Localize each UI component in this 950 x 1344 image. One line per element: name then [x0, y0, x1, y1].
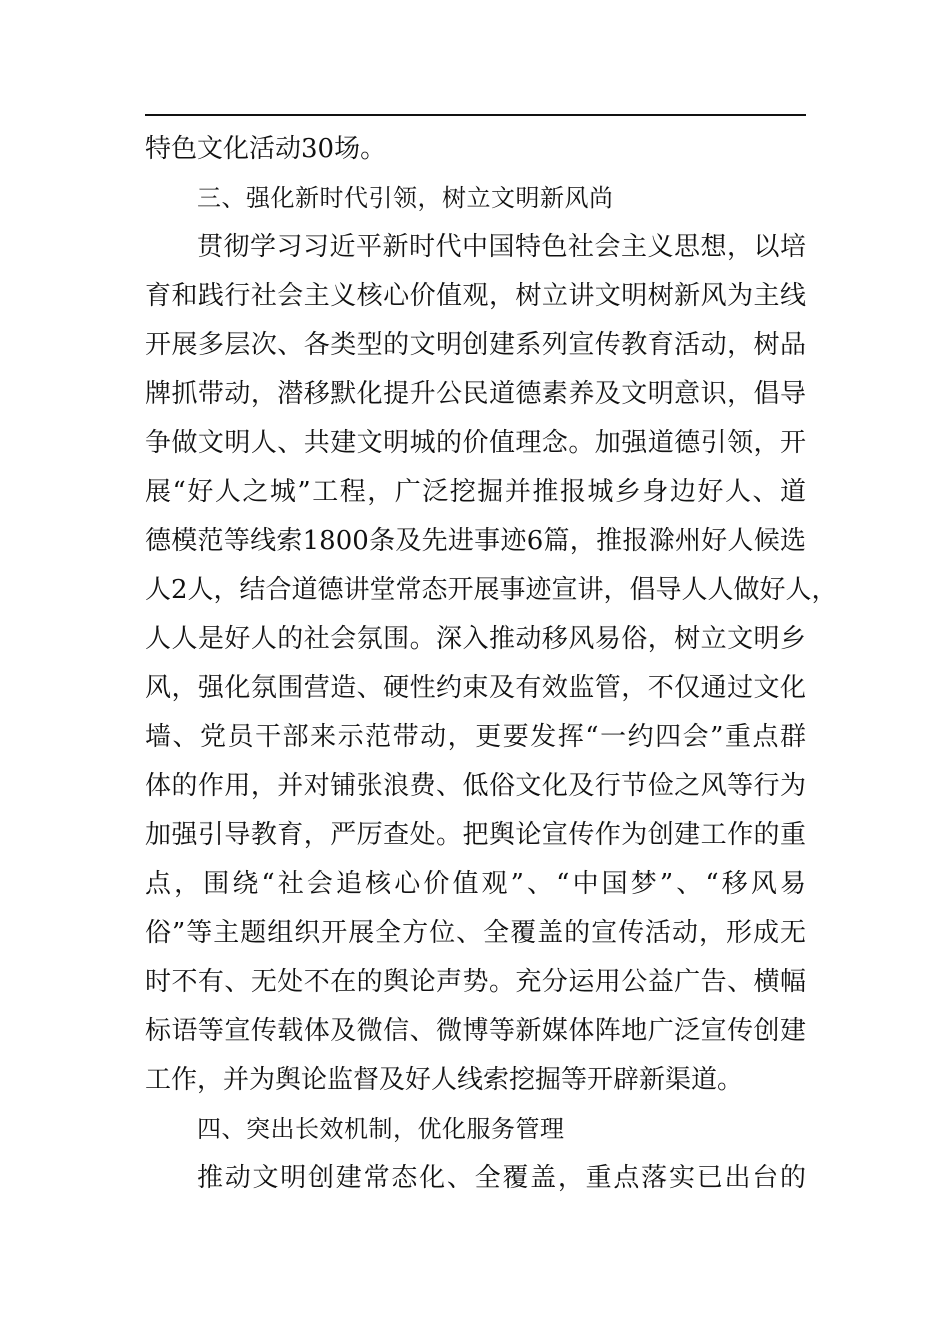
paragraph-line: 德模范等线索1800条及先进事迹6篇，推报滁州好人候选 — [145, 526, 806, 556]
paragraph-line: 争做文明人、共建文明城的价值理念。加强道德引领，开 — [145, 428, 806, 458]
paragraph-line: 加强引导教育，严厉查处。把舆论宣传作为创建工作的重 — [145, 820, 806, 850]
paragraph-line: 育和践行社会主义核心价值观，树立讲文明树新风为主线 — [145, 281, 806, 311]
paragraph-line: 体的作用，并对铺张浪费、低俗文化及行节俭之风等行为 — [145, 771, 806, 801]
paragraph-line: 展“好人之城”工程，广泛挖掘并推报城乡身边好人、道 — [145, 477, 806, 507]
paragraph-line: 俗”等主题组织开展全方位、全覆盖的宣传活动，形成无 — [145, 918, 806, 948]
paragraph-line: 时不有、无处不在的舆论声势。充分运用公益广告、横幅 — [145, 967, 806, 997]
document-body — [145, 125, 838, 1203]
paragraph-line: 人人是好人的社会氛围。深入推动移风易俗，树立文明乡 — [145, 624, 806, 654]
paragraph-line: 工作，并为舆论监督及好人线索挖掘等开辟新渠道。 — [145, 1065, 744, 1095]
paragraph-line: 点，围绕“社会追核心价值观”、“中国梦”、“移风易 — [145, 869, 806, 899]
paragraph-line: 标语等宣传载体及微信、微博等新媒体阵地广泛宣传创建 — [145, 1016, 806, 1046]
paragraph-line: 墙、党员干部来示范带动，更要发挥“一约四会”重点群 — [145, 722, 806, 752]
paragraph-fragment: 特色文化活动30场。 — [145, 134, 387, 164]
section-heading-4: 四、突出长效机制，优化服务管理 — [197, 1115, 565, 1143]
section-heading-3: 三、强化新时代引领，树立文明新风尚 — [197, 184, 614, 212]
section-3-paragraph — [145, 223, 838, 1105]
paragraph-line: 牌抓带动，潜移默化提升公民道德素养及文明意识，倡导 — [145, 379, 806, 409]
paragraph-line: 贯彻学习习近平新时代中国特色社会主义思想，以培 — [197, 232, 806, 262]
paragraph-line: 人2人，结合道德讲堂常态开展事迹宣讲，倡导人人做好人， — [145, 575, 838, 605]
section-4-paragraph — [145, 1154, 806, 1203]
header-rule — [145, 114, 806, 116]
paragraph-line: 开展多层次、各类型的文明创建系列宣传教育活动，树品 — [145, 330, 806, 360]
paragraph-line: 推动文明创建常态化、全覆盖，重点落实已出台的 — [197, 1163, 806, 1193]
paragraph-line: 风，强化氛围营造、硬性约束及有效监管，不仅通过文化 — [145, 673, 806, 703]
